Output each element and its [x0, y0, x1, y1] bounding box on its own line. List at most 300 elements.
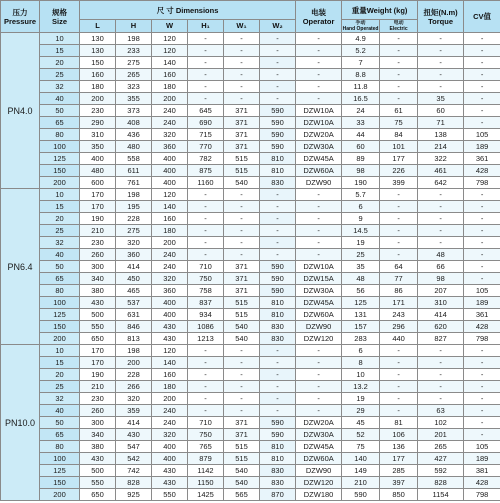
- cell-size: 125: [40, 153, 80, 165]
- cell-cv: -: [464, 369, 500, 381]
- cell-L: 650: [80, 333, 116, 345]
- cell-operator: DZW30A: [296, 429, 342, 441]
- cell-torque: -: [418, 45, 464, 57]
- table-row: [1, 489, 500, 501]
- cell-weight-manual: 89: [342, 153, 380, 165]
- cell-H1: 934: [188, 309, 224, 321]
- cell-W2: -: [260, 237, 296, 249]
- cell-W: 400: [152, 453, 188, 465]
- cell-W1: -: [224, 393, 260, 405]
- cell-W1: 371: [224, 273, 260, 285]
- cell-W2: 590: [260, 261, 296, 273]
- cell-H: 828: [116, 477, 152, 489]
- cell-torque: 310: [418, 297, 464, 309]
- cell-torque: 427: [418, 453, 464, 465]
- cell-cv: -: [464, 213, 500, 225]
- cell-torque: 66: [418, 261, 464, 273]
- cell-torque: 201: [418, 429, 464, 441]
- cell-size: 50: [40, 261, 80, 273]
- pressure-cell: PN4.0: [1, 33, 40, 189]
- table-row: [1, 357, 500, 369]
- header-W2: W₂: [260, 20, 296, 33]
- cell-weight-electric: -: [380, 201, 418, 213]
- cell-W2: -: [260, 33, 296, 45]
- cell-operator: -: [296, 93, 342, 105]
- cell-H1: 1150: [188, 477, 224, 489]
- cell-W1: 371: [224, 285, 260, 297]
- cell-W1: 540: [224, 333, 260, 345]
- table-row: [1, 429, 500, 441]
- cell-W: 140: [152, 357, 188, 369]
- cell-W2: 810: [260, 297, 296, 309]
- cell-weight-manual: 9: [342, 213, 380, 225]
- table-row: [1, 285, 500, 297]
- cell-H1: 750: [188, 429, 224, 441]
- cell-W: 180: [152, 381, 188, 393]
- cell-W2: -: [260, 249, 296, 261]
- cell-operator: DZW90: [296, 321, 342, 333]
- cell-H: 547: [116, 441, 152, 453]
- cell-H: 266: [116, 381, 152, 393]
- cell-W1: 371: [224, 129, 260, 141]
- cell-torque: -: [418, 381, 464, 393]
- cell-W1: -: [224, 213, 260, 225]
- cell-size: 65: [40, 273, 80, 285]
- cell-weight-manual: 35: [342, 261, 380, 273]
- cell-W1: 565: [224, 489, 260, 501]
- cell-H: 450: [116, 273, 152, 285]
- cell-torque: 48: [418, 249, 464, 261]
- cell-weight-electric: -: [380, 345, 418, 357]
- cell-H1: 782: [188, 153, 224, 165]
- cell-H1: 715: [188, 129, 224, 141]
- cell-torque: 642: [418, 177, 464, 189]
- cell-weight-manual: 13.2: [342, 381, 380, 393]
- cell-W1: 540: [224, 477, 260, 489]
- header-dimensions: 尺 寸 Dimensions: [80, 1, 296, 20]
- cell-W: 240: [152, 249, 188, 261]
- cell-W2: 590: [260, 429, 296, 441]
- cell-W1: 371: [224, 141, 260, 153]
- cell-cv: -: [464, 93, 500, 105]
- header-electric: 电动 Electric: [380, 20, 418, 33]
- cell-W1: -: [224, 225, 260, 237]
- cell-weight-electric: -: [380, 213, 418, 225]
- cell-cv: 189: [464, 453, 500, 465]
- cell-operator: DZW180: [296, 489, 342, 501]
- cell-L: 430: [80, 297, 116, 309]
- cell-weight-electric: 243: [380, 309, 418, 321]
- cell-W2: 590: [260, 417, 296, 429]
- cell-torque: 620: [418, 321, 464, 333]
- cell-cv: 798: [464, 489, 500, 501]
- cell-weight-electric: 285: [380, 465, 418, 477]
- cell-L: 230: [80, 393, 116, 405]
- cell-W1: -: [224, 405, 260, 417]
- cell-operator: DZW120: [296, 477, 342, 489]
- cell-weight-electric: 296: [380, 321, 418, 333]
- cell-weight-manual: 4.9: [342, 33, 380, 45]
- cell-W: 400: [152, 153, 188, 165]
- cell-H1: 837: [188, 297, 224, 309]
- cell-weight-electric: 77: [380, 273, 418, 285]
- cell-operator: -: [296, 33, 342, 45]
- cell-W2: 590: [260, 117, 296, 129]
- cell-W2: -: [260, 225, 296, 237]
- cell-W2: 810: [260, 153, 296, 165]
- cell-W: 430: [152, 465, 188, 477]
- table-row: [1, 57, 500, 69]
- cell-weight-electric: 399: [380, 177, 418, 189]
- cell-H1: 875: [188, 165, 224, 177]
- cell-cv: 105: [464, 129, 500, 141]
- cell-torque: 827: [418, 333, 464, 345]
- table-row: [1, 477, 500, 489]
- table-row: [1, 249, 500, 261]
- cell-size: 32: [40, 81, 80, 93]
- cell-H1: 750: [188, 273, 224, 285]
- cell-cv: -: [464, 345, 500, 357]
- cell-cv: -: [464, 405, 500, 417]
- cell-H1: 1142: [188, 465, 224, 477]
- cell-operator: -: [296, 189, 342, 201]
- cell-operator: DZW120: [296, 333, 342, 345]
- cell-W2: 870: [260, 489, 296, 501]
- cell-L: 550: [80, 477, 116, 489]
- cell-size: 15: [40, 201, 80, 213]
- cell-size: 125: [40, 309, 80, 321]
- cell-W2: 830: [260, 321, 296, 333]
- cell-operator: -: [296, 249, 342, 261]
- cell-size: 10: [40, 345, 80, 357]
- cell-torque: 1154: [418, 489, 464, 501]
- cell-weight-electric: -: [380, 33, 418, 45]
- cell-H: 265: [116, 69, 152, 81]
- cell-W: 120: [152, 189, 188, 201]
- cell-weight-manual: 11.8: [342, 81, 380, 93]
- cell-W1: 371: [224, 105, 260, 117]
- cell-W: 160: [152, 213, 188, 225]
- cell-L: 130: [80, 33, 116, 45]
- cell-size: 20: [40, 369, 80, 381]
- cell-W2: 810: [260, 165, 296, 177]
- cell-W: 360: [152, 285, 188, 297]
- cell-weight-manual: 283: [342, 333, 380, 345]
- cell-operator: -: [296, 213, 342, 225]
- cell-L: 600: [80, 177, 116, 189]
- cell-W1: -: [224, 369, 260, 381]
- cell-H: 355: [116, 93, 152, 105]
- cell-H: 320: [116, 237, 152, 249]
- cell-H1: 1425: [188, 489, 224, 501]
- header-weight: 重量Weight (kg): [342, 1, 418, 20]
- cell-H1: -: [188, 93, 224, 105]
- cell-W: 240: [152, 105, 188, 117]
- cell-size: 25: [40, 381, 80, 393]
- cell-torque: -: [418, 213, 464, 225]
- cell-weight-electric: -: [380, 57, 418, 69]
- cell-cv: -: [464, 237, 500, 249]
- table-row: [1, 213, 500, 225]
- cell-W1: 371: [224, 429, 260, 441]
- cell-H1: -: [188, 249, 224, 261]
- cell-weight-electric: 106: [380, 429, 418, 441]
- cell-torque: 71: [418, 117, 464, 129]
- cell-weight-manual: 56: [342, 285, 380, 297]
- cell-W1: -: [224, 93, 260, 105]
- cell-W2: 590: [260, 273, 296, 285]
- cell-weight-manual: 149: [342, 465, 380, 477]
- cell-weight-electric: 136: [380, 441, 418, 453]
- cell-W: 200: [152, 93, 188, 105]
- cell-W1: -: [224, 357, 260, 369]
- cell-W1: -: [224, 201, 260, 213]
- cell-L: 230: [80, 105, 116, 117]
- cell-H1: -: [188, 189, 224, 201]
- cell-weight-manual: 25: [342, 249, 380, 261]
- cell-L: 340: [80, 273, 116, 285]
- cell-torque: 592: [418, 465, 464, 477]
- cell-W: 180: [152, 81, 188, 93]
- cell-H1: -: [188, 393, 224, 405]
- cell-H1: -: [188, 381, 224, 393]
- cell-L: 180: [80, 81, 116, 93]
- cell-size: 150: [40, 321, 80, 333]
- cell-cv: -: [464, 33, 500, 45]
- cell-H: 631: [116, 309, 152, 321]
- cell-operator: DZW10A: [296, 117, 342, 129]
- cell-W2: 590: [260, 105, 296, 117]
- cell-W2: -: [260, 93, 296, 105]
- cell-size: 50: [40, 417, 80, 429]
- cell-weight-electric: -: [380, 357, 418, 369]
- cell-operator: -: [296, 357, 342, 369]
- cell-H: 537: [116, 297, 152, 309]
- cell-torque: -: [418, 393, 464, 405]
- cell-W1: -: [224, 189, 260, 201]
- cell-cv: 361: [464, 309, 500, 321]
- cell-W2: -: [260, 189, 296, 201]
- cell-weight-electric: -: [380, 45, 418, 57]
- cell-size: 100: [40, 141, 80, 153]
- cell-W: 430: [152, 333, 188, 345]
- cell-cv: -: [464, 225, 500, 237]
- cell-H: 323: [116, 81, 152, 93]
- cell-W2: 830: [260, 177, 296, 189]
- cell-W: 140: [152, 201, 188, 213]
- cell-torque: -: [418, 33, 464, 45]
- cell-weight-manual: 131: [342, 309, 380, 321]
- cell-W1: -: [224, 69, 260, 81]
- cell-L: 130: [80, 45, 116, 57]
- cell-L: 190: [80, 369, 116, 381]
- cell-size: 200: [40, 489, 80, 501]
- cell-L: 380: [80, 285, 116, 297]
- cell-cv: 189: [464, 141, 500, 153]
- cell-weight-electric: -: [380, 237, 418, 249]
- cell-L: 650: [80, 489, 116, 501]
- table-row: [1, 201, 500, 213]
- cell-H: 542: [116, 453, 152, 465]
- cell-torque: 63: [418, 405, 464, 417]
- cell-cv: -: [464, 357, 500, 369]
- cell-H: 742: [116, 465, 152, 477]
- cell-L: 210: [80, 225, 116, 237]
- cell-operator: -: [296, 57, 342, 69]
- cell-H: 360: [116, 249, 152, 261]
- cell-cv: -: [464, 249, 500, 261]
- cell-weight-manual: 590: [342, 489, 380, 501]
- cell-H: 228: [116, 369, 152, 381]
- cell-cv: 381: [464, 465, 500, 477]
- cell-H1: -: [188, 213, 224, 225]
- cell-W1: -: [224, 381, 260, 393]
- cell-H1: 758: [188, 285, 224, 297]
- cell-L: 400: [80, 153, 116, 165]
- cell-H: 198: [116, 345, 152, 357]
- cell-H1: -: [188, 201, 224, 213]
- cell-H: 558: [116, 153, 152, 165]
- cell-operator: -: [296, 381, 342, 393]
- cell-weight-manual: 75: [342, 441, 380, 453]
- cell-cv: 361: [464, 153, 500, 165]
- cell-L: 170: [80, 357, 116, 369]
- cell-size: 40: [40, 93, 80, 105]
- cell-operator: -: [296, 369, 342, 381]
- header-manual: 手动 Hand Operated: [342, 20, 379, 32]
- cell-weight-manual: 14.5: [342, 225, 380, 237]
- cell-W2: 810: [260, 453, 296, 465]
- cell-size: 150: [40, 477, 80, 489]
- cell-size: 25: [40, 225, 80, 237]
- cell-weight-electric: 850: [380, 489, 418, 501]
- cell-weight-electric: 171: [380, 297, 418, 309]
- cell-torque: -: [418, 369, 464, 381]
- table-row: [1, 261, 500, 273]
- cell-weight-manual: 5.2: [342, 45, 380, 57]
- cell-W: 360: [152, 141, 188, 153]
- cell-weight-manual: 140: [342, 453, 380, 465]
- cell-W: 400: [152, 297, 188, 309]
- cell-weight-electric: -: [380, 249, 418, 261]
- cell-L: 430: [80, 453, 116, 465]
- cell-cv: 428: [464, 165, 500, 177]
- cell-W: 120: [152, 33, 188, 45]
- cell-torque: -: [418, 201, 464, 213]
- cell-weight-manual: 33: [342, 117, 380, 129]
- cell-weight-manual: 48: [342, 273, 380, 285]
- cell-H: 480: [116, 141, 152, 153]
- table-row: [1, 381, 500, 393]
- cell-weight-manual: 60: [342, 141, 380, 153]
- cell-size: 65: [40, 117, 80, 129]
- table-body: [1, 33, 500, 501]
- cell-W2: -: [260, 369, 296, 381]
- cell-W2: -: [260, 81, 296, 93]
- cell-W: 400: [152, 165, 188, 177]
- cell-W1: -: [224, 45, 260, 57]
- cell-W: 400: [152, 441, 188, 453]
- cell-W2: 590: [260, 285, 296, 297]
- cell-L: 480: [80, 165, 116, 177]
- header-H1: H₁: [188, 20, 224, 33]
- cell-torque: -: [418, 57, 464, 69]
- cell-torque: -: [418, 357, 464, 369]
- cell-H1: 645: [188, 105, 224, 117]
- cell-weight-manual: 8: [342, 357, 380, 369]
- cell-W1: 371: [224, 261, 260, 273]
- cell-cv: 105: [464, 285, 500, 297]
- cell-operator: -: [296, 225, 342, 237]
- cell-cv: -: [464, 57, 500, 69]
- cell-H: 846: [116, 321, 152, 333]
- cell-operator: DZW90: [296, 177, 342, 189]
- cell-cv: -: [464, 381, 500, 393]
- cell-cv: 798: [464, 333, 500, 345]
- cell-W: 320: [152, 129, 188, 141]
- cell-size: 40: [40, 405, 80, 417]
- table-row: [1, 105, 500, 117]
- cell-H1: -: [188, 225, 224, 237]
- cell-torque: 322: [418, 153, 464, 165]
- cell-W1: -: [224, 249, 260, 261]
- cell-operator: -: [296, 81, 342, 93]
- cell-torque: 60: [418, 105, 464, 117]
- cell-W: 240: [152, 405, 188, 417]
- cell-weight-electric: 84: [380, 129, 418, 141]
- cell-operator: DZW10A: [296, 261, 342, 273]
- cell-H1: 1213: [188, 333, 224, 345]
- cell-operator: -: [296, 405, 342, 417]
- cell-weight-electric: -: [380, 225, 418, 237]
- table-row: [1, 297, 500, 309]
- header-W: W: [152, 20, 188, 33]
- cell-H: 233: [116, 45, 152, 57]
- cell-weight-electric: 397: [380, 477, 418, 489]
- cell-size: 125: [40, 465, 80, 477]
- cell-W: 140: [152, 57, 188, 69]
- cell-operator: -: [296, 345, 342, 357]
- cell-weight-electric: 226: [380, 165, 418, 177]
- cell-H: 465: [116, 285, 152, 297]
- cell-L: 380: [80, 441, 116, 453]
- cell-W1: 515: [224, 297, 260, 309]
- cell-torque: 414: [418, 309, 464, 321]
- cell-cv: 798: [464, 177, 500, 189]
- cell-W: 200: [152, 237, 188, 249]
- cell-operator: DZW10A: [296, 105, 342, 117]
- cell-W2: -: [260, 381, 296, 393]
- cell-cv: 189: [464, 297, 500, 309]
- cell-size: 200: [40, 333, 80, 345]
- cell-H1: 765: [188, 441, 224, 453]
- cell-torque: 35: [418, 93, 464, 105]
- cell-weight-manual: 29: [342, 405, 380, 417]
- cell-cv: -: [464, 189, 500, 201]
- cell-cv: -: [464, 417, 500, 429]
- cell-weight-manual: 7: [342, 57, 380, 69]
- header-size: 规格 Size: [40, 1, 80, 33]
- cell-operator: DZW45A: [296, 297, 342, 309]
- cell-weight-manual: 5.7: [342, 189, 380, 201]
- table-row: [1, 129, 500, 141]
- cell-W: 430: [152, 477, 188, 489]
- table-row: [1, 273, 500, 285]
- cell-weight-electric: -: [380, 405, 418, 417]
- cell-W1: 515: [224, 441, 260, 453]
- cell-torque: -: [418, 69, 464, 81]
- cell-operator: DZW15A: [296, 273, 342, 285]
